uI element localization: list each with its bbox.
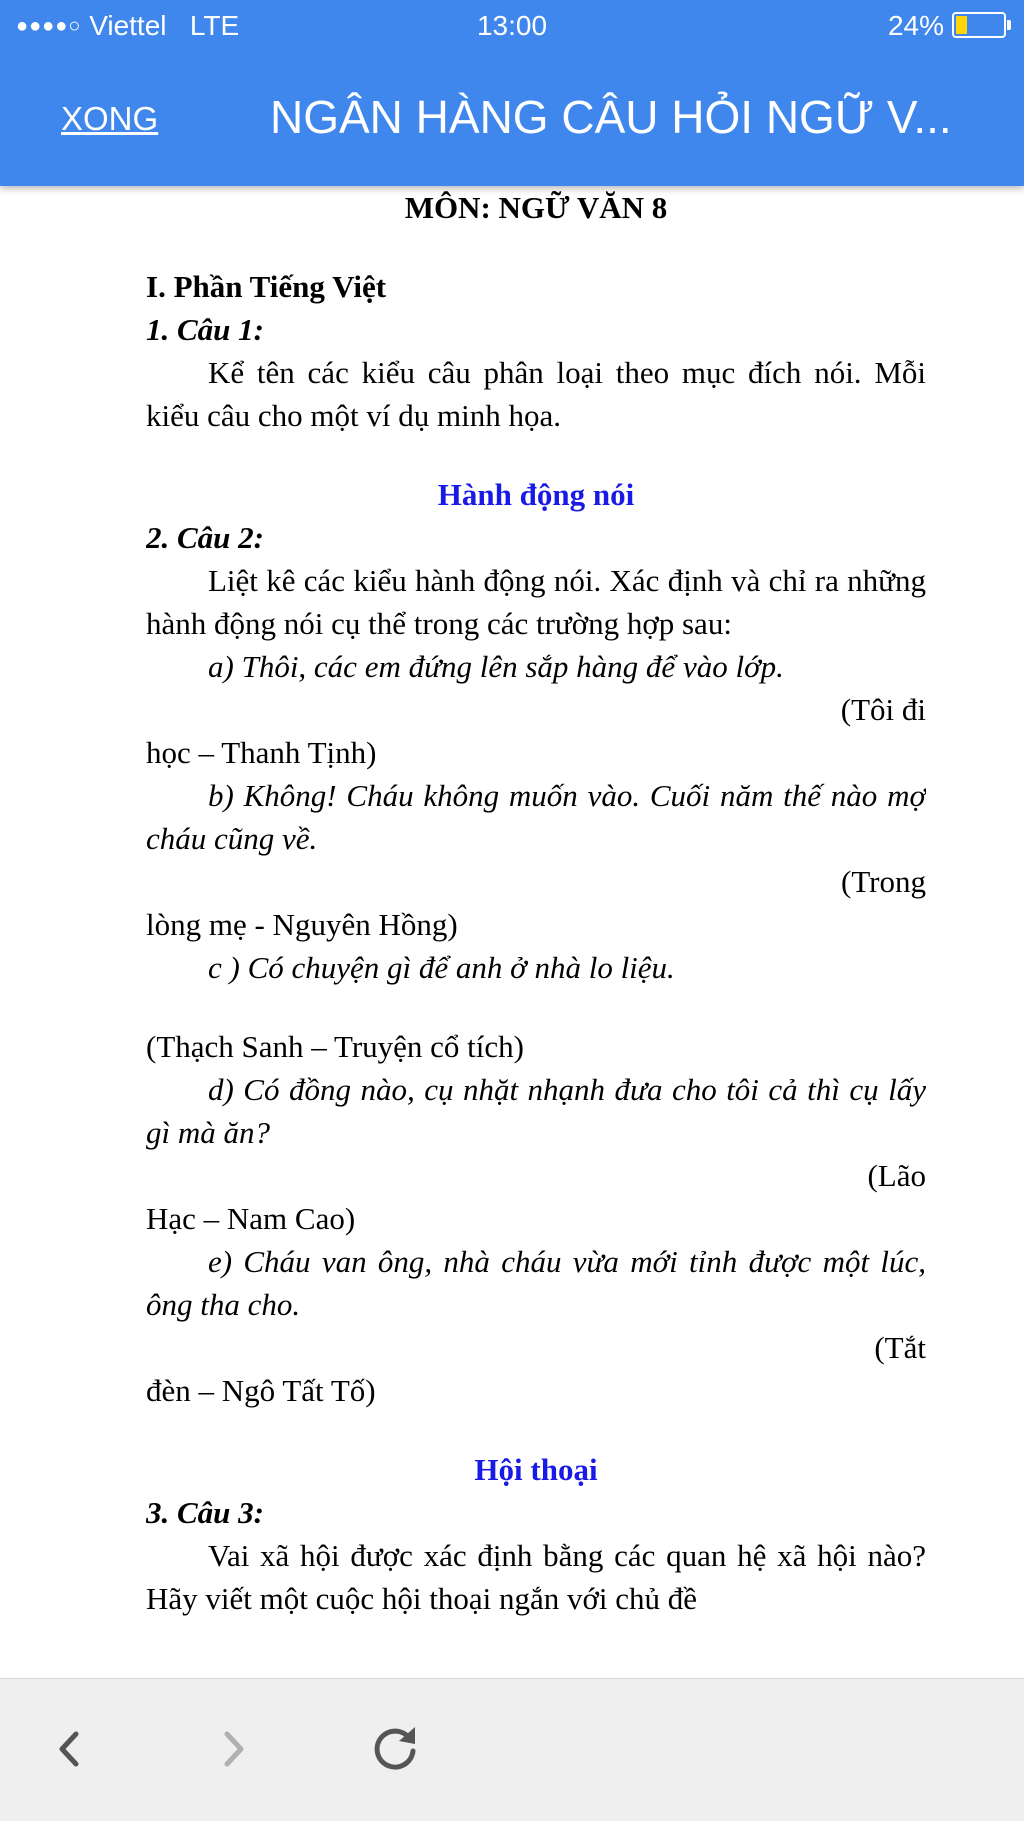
battery-fill bbox=[956, 16, 967, 34]
chevron-left-icon bbox=[38, 1717, 102, 1781]
source-b-line1: (Trong bbox=[841, 864, 926, 899]
reload-icon bbox=[363, 1717, 427, 1781]
forward-button[interactable] bbox=[201, 1717, 265, 1781]
page-title: NGÂN HÀNG CÂU HỎI NGỮ V... bbox=[270, 91, 952, 143]
clock: 13:00 bbox=[476, 10, 548, 41]
signal-strength-icon: ●●●●○ bbox=[16, 15, 82, 37]
subject-title: MÔN: NGỮ VĂN 8 bbox=[404, 190, 668, 225]
source-d-line1: (Lão bbox=[867, 1158, 926, 1193]
source-a-line1: (Tôi đi bbox=[840, 692, 926, 727]
source-b-line2: lòng mẹ - Nguyên Hồng) bbox=[146, 907, 458, 942]
source-e-line2: đèn – Ngô Tất Tố) bbox=[146, 1373, 376, 1408]
example-b: b) Không! Cháu không muốn vào. Cuối năm thế nào mợ cháu cũng về. bbox=[146, 778, 926, 856]
browser-toolbar bbox=[0, 1678, 1024, 1821]
speech-acts-heading: Hành động nói bbox=[437, 477, 635, 512]
question-3-text: Vai xã hội được xác định bằng các quan hệ xã hội nào? Hãy viết một cuộc hội thoại ngắn với chủ đề bbox=[146, 1538, 926, 1616]
example-a: a) Thôi, các em đứng lên sắp hàng để vào lớp. bbox=[208, 649, 784, 684]
source-c: (Thạch Sanh – Truyện cổ tích) bbox=[146, 1029, 524, 1064]
example-e: e) Cháu van ông, nhà cháu vừa mới tỉnh được một lúc, ông tha cho. bbox=[146, 1244, 926, 1322]
question-1-text: Kể tên các kiểu câu phân loại theo mục đích nói. Mỗi kiểu câu cho một ví dụ minh họa. bbox=[146, 355, 926, 433]
document-content bbox=[146, 186, 926, 1676]
chevron-right-icon bbox=[201, 1717, 265, 1781]
example-d: d) Có đồng nào, cụ nhặt nhạnh đưa cho tôi cả thì cụ lấy gì mà ăn? bbox=[146, 1072, 926, 1150]
source-d-line2: Hạc – Nam Cao) bbox=[146, 1201, 356, 1236]
question-2-label: 2. Câu 2: bbox=[146, 520, 264, 555]
reload-button[interactable] bbox=[363, 1717, 427, 1781]
dialogue-heading: Hội thoại bbox=[474, 1452, 598, 1487]
section-heading: I. Phần Tiếng Việt bbox=[146, 269, 387, 304]
battery-icon bbox=[952, 12, 1006, 38]
header-bar bbox=[0, 0, 1024, 186]
question-1-label: 1. Câu 1: bbox=[146, 312, 264, 347]
example-c: c ) Có chuyện gì để anh ở nhà lo liệu. bbox=[208, 950, 675, 985]
carrier-name: Viettel bbox=[89, 10, 167, 41]
source-e-line1: (Tắt bbox=[874, 1330, 926, 1365]
done-button[interactable]: XONG bbox=[61, 100, 159, 137]
battery-percent: 24% bbox=[887, 10, 944, 41]
source-a-line2: học – Thanh Tịnh) bbox=[146, 735, 377, 770]
question-2-text: Liệt kê các kiểu hành động nói. Xác định và chỉ ra những hành động nói cụ thể trong các trường hợp sau: bbox=[146, 563, 926, 641]
question-3-label: 3. Câu 3: bbox=[146, 1495, 264, 1530]
status-bar bbox=[0, 8, 1024, 44]
network-type: LTE bbox=[189, 10, 240, 41]
back-button[interactable] bbox=[38, 1717, 102, 1781]
battery-info bbox=[888, 8, 1012, 44]
